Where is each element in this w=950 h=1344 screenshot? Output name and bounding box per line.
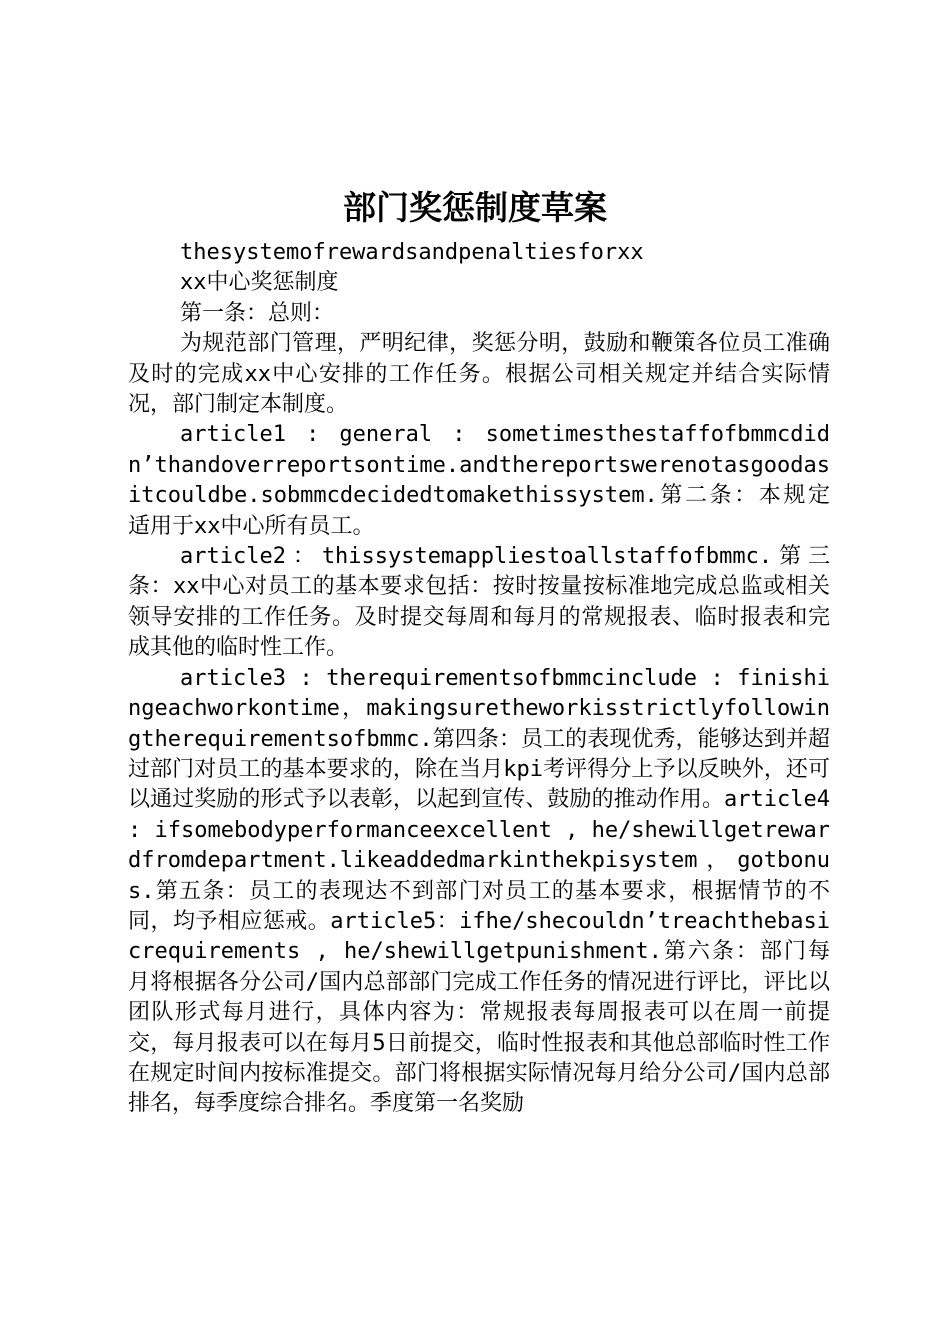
paragraph-article-2-3: article2：thissystemappliestoallstaffofbmmc.第三条：xx中心对员工的基本要求包括：按时按量按标准地完成总监或相关领导安排的工作任务。及时提交每周和每月的常规报表、临时报表和完成其他的临时性工作。 bbox=[128, 544, 830, 661]
paragraph-chinese-title: xx中心奖惩制度 bbox=[180, 270, 339, 296]
paragraph-article-3-6: article3 : therequirementsofbmmcinclude : finishingeachworkontime，makingsuretheworkisstrictlyfollowingtherequirementsofbmmc.第四条：员工的表现优秀，能够达到并超过部门对员工的基本要求的，除在当月kpi考评得分上予以反映外，还可以通过奖励的形式予以表彰，以起到宣传、鼓励的推动作用。article4 : ifsomebodyperformanceexcellent , he/shewillgetrewardfromdepartment.likeaddedmarkinthekpisystem，gotbonus.第五条：员工的表现达不到部门对员工的基本要求，根据情节的不同，均予相应惩戒。article5：ifhe/shecouldn’treachthebasicrequirements , he/shewillgetpunishment.第六条：部门每月将根据各分公司/国内总部部门完成工作任务的情况进行评比，评比以团队形式每月进行，具体内容为：常规报表每周报表可以在周一前提交，每月报表可以在每月5日前提交，临时性报表和其他总部临时性工作在规定时间内按标准提交。部门将根据实际情况每月给分公司/国内总部排名，每季度综合排名。季度第一名奖励 bbox=[128, 665, 830, 1117]
paragraph-english-title: thesystemofrewardsandpenaltiesforxx bbox=[180, 240, 644, 265]
paragraph-article-1-heading: 第一条：总则： bbox=[180, 300, 335, 326]
paragraph-article-1-purpose: 为规范部门管理，严明纪律，奖惩分明，鼓励和鞭策各位员工准确及时的完成xx中心安排的工作任务。根据公司相关规定并结合实际情况，部门制定本制度。 bbox=[128, 331, 830, 418]
document-title: 部门奖惩制度草案 bbox=[343, 188, 607, 227]
document-body bbox=[128, 238, 830, 1120]
paragraph-article-1-english: article1 : general : sometimesthestaffofbmmcdidn’thandoverreportsontime.andthereportswerenotasgoodasitcouldbe.sobmmcdecidedtomakethissystem.第二条：本规定适用于xx中心所有员工。 bbox=[128, 422, 830, 539]
